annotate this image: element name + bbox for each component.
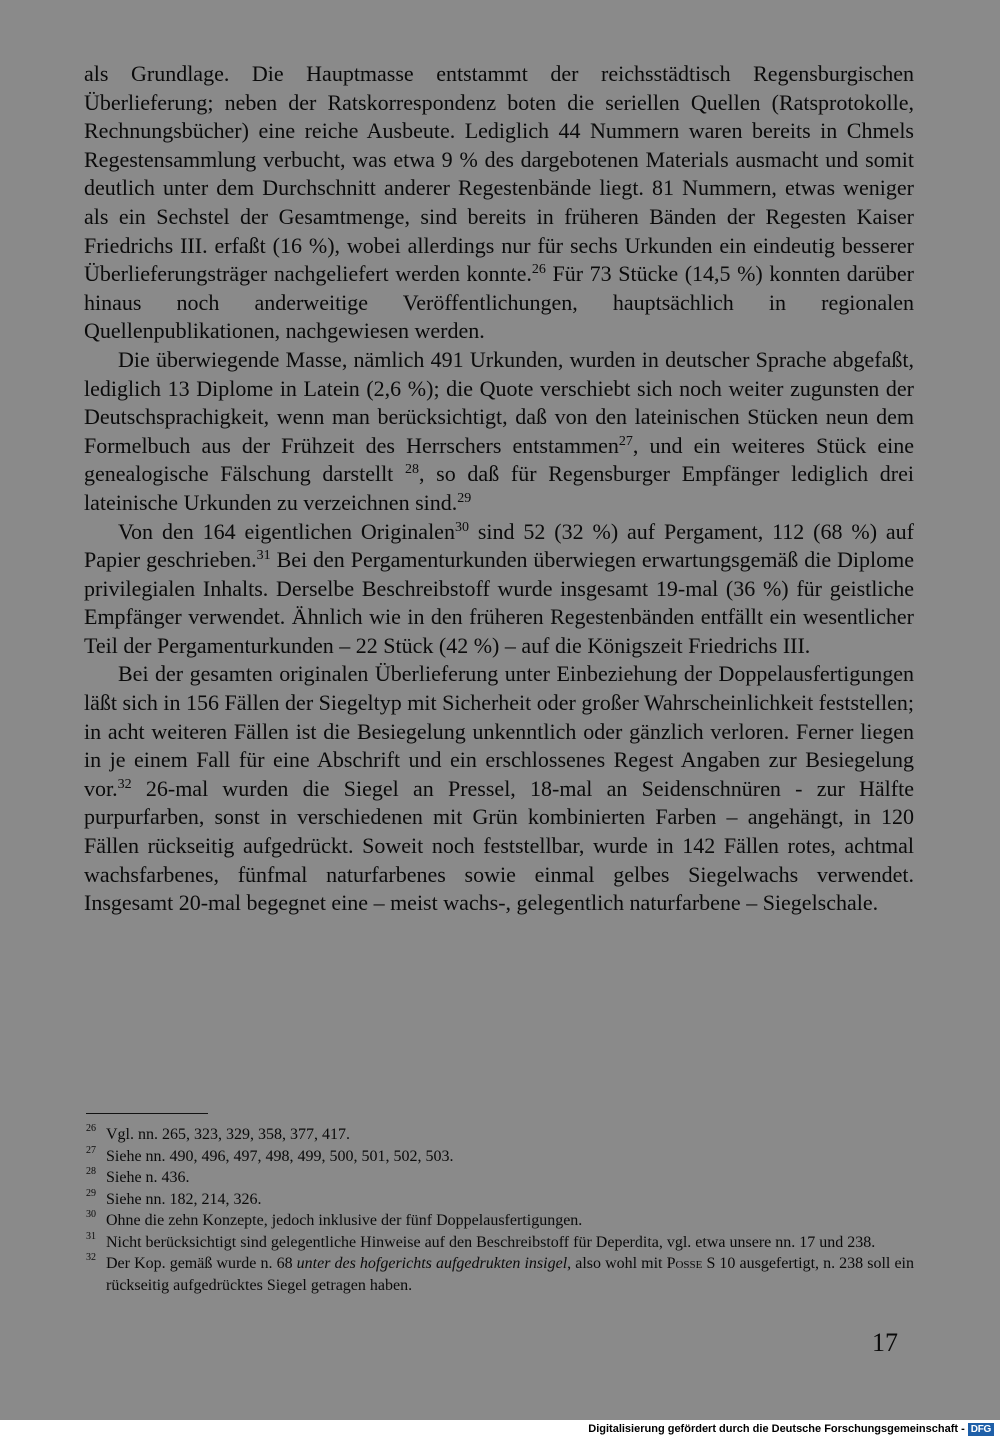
footnote-number: 30 <box>86 1209 96 1220</box>
footnote-text: Siehe nn. 490, 496, 497, 498, 499, 500, 501, 502, 503. <box>106 1147 454 1165</box>
digitization-credit <box>588 1422 994 1436</box>
footnote-text: Der Kop. gemäß wurde n. 68 <box>106 1255 297 1272</box>
paragraph-text: als Grundlage. Die Hauptmasse entstammt der reichsstädtisch Regensburgischen Überlieferung; neben der Ratskorrespondenz boten die seriellen Quellen (Ratsprotokolle, Rechnungsbücher) eine reiche Ausbeute. Lediglich 44 Nummern waren bereits in Chmels Regestensammlung verbucht, was etwa 9 % des dargebotenen Materials ausmacht und somit deutlich unter dem Durchschnitt anderer Regestenbände liegt. 81 Nummern, etwas weniger als ein Sechstel der Gesamtmenge, sind bereits in früheren Bänden der Regesten Kaiser Friedrichs III. erfaßt (16 %), wobei allerdings nur für sechs Urkunden ein eindeutig besserer Überlieferungsträger nachgeliefert werden konnte. <box>84 61 914 287</box>
footnote-28 <box>86 1167 914 1189</box>
paragraph-text: Von den 164 eigentlichen Originalen <box>118 518 455 544</box>
footnote-text: Ohne die zehn Konzepte, jedoch inklusive der fünf Doppelausfertigungen. <box>106 1212 583 1229</box>
paragraph-text: Bei den Pergamenturkunden überwiegen erwartungsgemäß die Diplome privilegialen Inhalts. Derselbe Beschreibstoff wurde insgesamt 19-mal (36 %) für geistliche Empfänger verwendet. Ähnlich wie in den früheren Regestenbänden entfällt ein wesentlicher Teil der Pergamenturkunden – 22 Stück (42 %) – auf die Königszeit Friedrichs III. <box>84 547 914 658</box>
paragraph-2 <box>84 346 914 518</box>
footnote-32 <box>86 1253 914 1296</box>
credit-text: Digitalisierung gefördert durch die Deutsche Forschungsgemeinschaft - <box>588 1423 965 1435</box>
paragraph-text: Die überwiegende Masse, nämlich 491 Urkunden, wurden in deutscher Sprache abgefaßt, lediglich 13 Diplome in Latein (2,6 %); die Quote verschiebt sich noch weiter zugunsten der Deutschsprachigkeit, wenn man berücksichtigt, daß von den lateinischen Stücken neun dem Formelbuch aus der Frühzeit des Herrschers entstammen <box>84 346 914 458</box>
paragraph-text: , und ein weiteres Stück eine genealogische Fälschung darstellt <box>84 432 914 487</box>
footnote-ref[interactable]: 31 <box>256 548 271 564</box>
body-text <box>84 60 914 918</box>
footnote-number: 29 <box>86 1187 96 1199</box>
footnote-29 <box>86 1189 914 1211</box>
footnote-ref[interactable]: 32 <box>117 776 132 792</box>
footnote-30 <box>86 1210 914 1232</box>
paragraph-1 <box>84 60 914 346</box>
footnote-number: 31 <box>86 1230 96 1242</box>
footnote-number: 32 <box>86 1252 96 1263</box>
paragraph-4 <box>84 660 914 917</box>
footnote-text: S 10 ausgefertigt, n. 238 soll ein rückseitig aufgedrücktes Siegel getragen haben. <box>106 1255 914 1294</box>
footnote-ref[interactable]: 26 <box>531 262 546 278</box>
paragraph-text: Für 73 Stücke (14,5 %) konnten darüber hinaus noch anderweitige Veröffentlichungen, hauptsächlich in regionalen Quellenpublikationen, nachgewiesen werden. <box>84 261 914 344</box>
paragraph-text: 26-mal wurden die Siegel an Pressel, 18-mal an Seidenschnüren - zur Hälfte purpurfarben, sonst in verschiedenen mit Grün kombinierten Farben – angehängt, in 120 Fällen rückseitig aufgedrückt. Soweit noch feststellbar, wurde in 142 Fällen rotes, achtmal wachsfarbenes, fünfmal naturfarbenes sowie einmal gelbes Siegelwachs verwendet. Insgesamt 20-mal begegnet eine – meist wachs-, gelegentlich naturfarbene – Siegelschale. <box>84 775 914 916</box>
footnote-number: 26 <box>86 1123 96 1134</box>
paragraph-text: Bei der gesamten originalen Überlieferung unter Einbeziehung der Doppelausfertigungen läßt sich in 156 Fällen der Siegeltyp mit Sicherheit oder großer Wahrscheinlichkeit feststellen; in acht weiteren Fällen ist die Besiegelung unkenntlich oder gänzlich verloren. Ferner liegen in je einem Fall für eine Abschrift und ein erschlossenes Regest Angaben zur Besiegelung vor. <box>84 661 914 801</box>
paragraph-text: , so daß für Regensburger Empfänger lediglich drei lateinische Urkunden zu verzeichnen sind. <box>84 461 914 515</box>
paragraph-3 <box>84 518 914 661</box>
footnote-author: Posse <box>666 1255 703 1272</box>
footnote-number: 27 <box>86 1144 96 1156</box>
footnote-27 <box>86 1146 914 1168</box>
footnote-ref[interactable]: 29 <box>457 490 472 506</box>
footnote-text: Siehe n. 436. <box>106 1169 190 1186</box>
footnote-31 <box>86 1232 914 1254</box>
paragraph-text: sind 52 (32 %) auf Pergament, 112 (68 %) auf Papier geschrieben. <box>84 518 914 573</box>
page-number: 17 <box>872 1328 898 1357</box>
footnote-text: Nicht berücksichtigt sind gelegentliche Hinweise auf den Beschreibstoff für Deperdita, vgl. etwa unsere nn. 17 und 238. <box>106 1233 876 1251</box>
footnote-text: Vgl. nn. 265, 323, 329, 358, 377, 417. <box>106 1126 350 1143</box>
footnotes <box>86 1124 914 1296</box>
footnote-number: 28 <box>86 1166 96 1177</box>
footnote-separator <box>86 1113 208 1114</box>
footnote-quote: unter des hofgerichts aufgedrukten insigel <box>296 1255 568 1272</box>
footnote-ref[interactable]: 30 <box>454 519 469 535</box>
dfg-logo-icon[interactable]: DFG <box>968 1423 994 1436</box>
footnote-ref[interactable]: 27 <box>618 433 633 449</box>
footnote-text: , also wohl mit <box>567 1255 667 1272</box>
footnote-text: Siehe nn. 182, 214, 326. <box>106 1190 262 1208</box>
footnote-ref[interactable]: 28 <box>404 462 419 478</box>
footnote-26 <box>86 1124 914 1146</box>
